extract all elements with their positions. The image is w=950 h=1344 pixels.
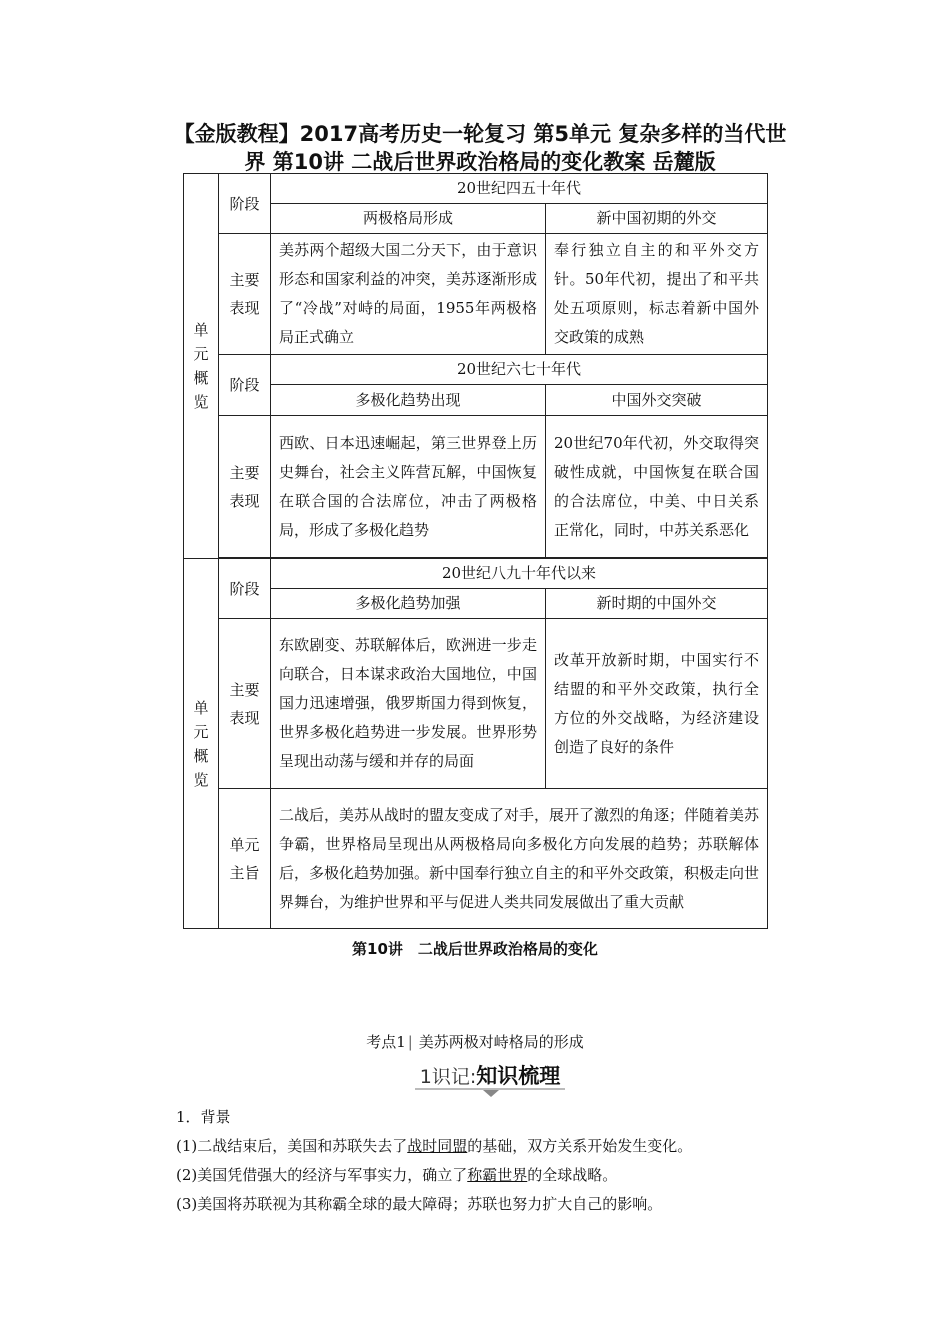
stage-label: 阶段 <box>219 559 271 619</box>
left-content: 美苏两个超级大国二分天下，由于意识形态和国家利益的冲突，美苏逐渐形成了“冷战”对峙的局面，1955年两极格局正式确立 <box>271 234 546 355</box>
knowledge-banner <box>415 1060 565 1100</box>
kaodian-title: 美苏两极对峙格局的形成 <box>418 1033 584 1051</box>
list-item: (2)美国凭借强大的经济与军事实力，确立了称霸世界的全球战略。 <box>176 1166 618 1184</box>
period-heading: 20世纪八九十年代以来 <box>271 559 768 589</box>
list-item: (3)美国将苏联视为其称霸全球的最大障碍；苏联也努力扩大自己的影响。 <box>176 1195 663 1213</box>
banner-number: 1 <box>419 1066 432 1088</box>
kaodian-heading <box>0 1031 950 1052</box>
main-performance-label: 主要 表现 <box>219 234 271 355</box>
stage-label: 阶段 <box>219 355 271 416</box>
banner-colon: : <box>469 1066 477 1088</box>
title-line-1: 【金版教程】2017高考历史一轮复习 第5单元 复杂多样的当代世 <box>173 122 787 146</box>
left-column-heading: 多极化趋势加强 <box>271 589 546 619</box>
kaodian-label: 考点1 <box>366 1033 406 1051</box>
left-column-heading: 两极格局形成 <box>271 204 546 234</box>
kaodian-separator: | <box>407 1033 413 1051</box>
unit-overview-table <box>183 173 768 929</box>
title-line-2: 界 第10讲 二战后世界政治格局的变化教案 岳麓版 <box>244 150 716 174</box>
document-title <box>150 120 810 176</box>
unit-overview-label: 单 元 概 览 <box>184 559 219 929</box>
banner-memorize: 识记 <box>431 1066 470 1088</box>
banner-arrow-icon <box>483 1090 499 1097</box>
section-heading: 1．背景 <box>176 1108 231 1126</box>
list-item: (1)二战结束后，美国和苏联失去了战时同盟的基础，双方关系开始发生变化。 <box>176 1137 693 1155</box>
banner-knowledge: 知识梳理 <box>476 1064 561 1088</box>
period-heading: 20世纪四五十年代 <box>271 174 768 204</box>
left-column-heading: 多极化趋势出现 <box>271 385 546 416</box>
right-column-heading: 中国外交突破 <box>546 385 768 416</box>
unit-overview-label: 单 元 概 览 <box>184 174 219 559</box>
main-performance-label: 主要 表现 <box>219 416 271 558</box>
left-content: 东欧剧变、苏联解体后，欧洲进一步走向联合，日本谋求政治大国地位，中国国力迅速增强，俄罗斯国力得到恢复，世界多极化趋势进一步发展。世界形势呈现出动荡与缓和并存的局面 <box>271 619 546 789</box>
right-content: 改革开放新时期，中国实行不结盟的和平外交政策，执行全方位的外交战略，为经济建设创造了良好的条件 <box>546 619 768 789</box>
main-performance-label: 主要 表现 <box>219 619 271 789</box>
right-column-heading: 新时期的中国外交 <box>546 589 768 619</box>
left-content: 西欧、日本迅速崛起，第三世界登上历史舞台，社会主义阵营瓦解，中国恢复在联合国的合法席位，冲击了两极格局，形成了多极化趋势 <box>271 416 546 558</box>
lecture-title: 第10讲 二战后世界政治格局的变化 <box>352 940 598 958</box>
period-heading: 20世纪六七十年代 <box>271 355 768 385</box>
unit-purpose-content: 二战后，美苏从战时的盟友变成了对手，展开了激烈的角逐；伴随着美苏争霸，世界格局呈现出从两极格局向多极化方向发展的趋势；苏联解体后，多极化趋势加强。新中国奉行独立自主的和平外交政策，积极走向世界舞台，为维护世界和平与促进人类共同发展做出了重大贡献 <box>271 789 768 929</box>
right-content: 20世纪70年代初，外交取得突破性成就，中国恢复在联合国的合法席位，中美、中日关系正常化，同时，中苏关系恶化 <box>546 416 768 558</box>
underlined-term: 战时同盟 <box>407 1137 468 1155</box>
underlined-term: 称霸世界 <box>467 1166 528 1184</box>
unit-purpose-label: 单元 主旨 <box>219 789 271 929</box>
right-content: 奉行独立自主的和平外交方针。50年代初，提出了和平共处五项原则，标志着新中国外交政策的成熟 <box>546 234 768 355</box>
right-column-heading: 新中国初期的外交 <box>546 204 768 234</box>
stage-label: 阶段 <box>219 174 271 234</box>
